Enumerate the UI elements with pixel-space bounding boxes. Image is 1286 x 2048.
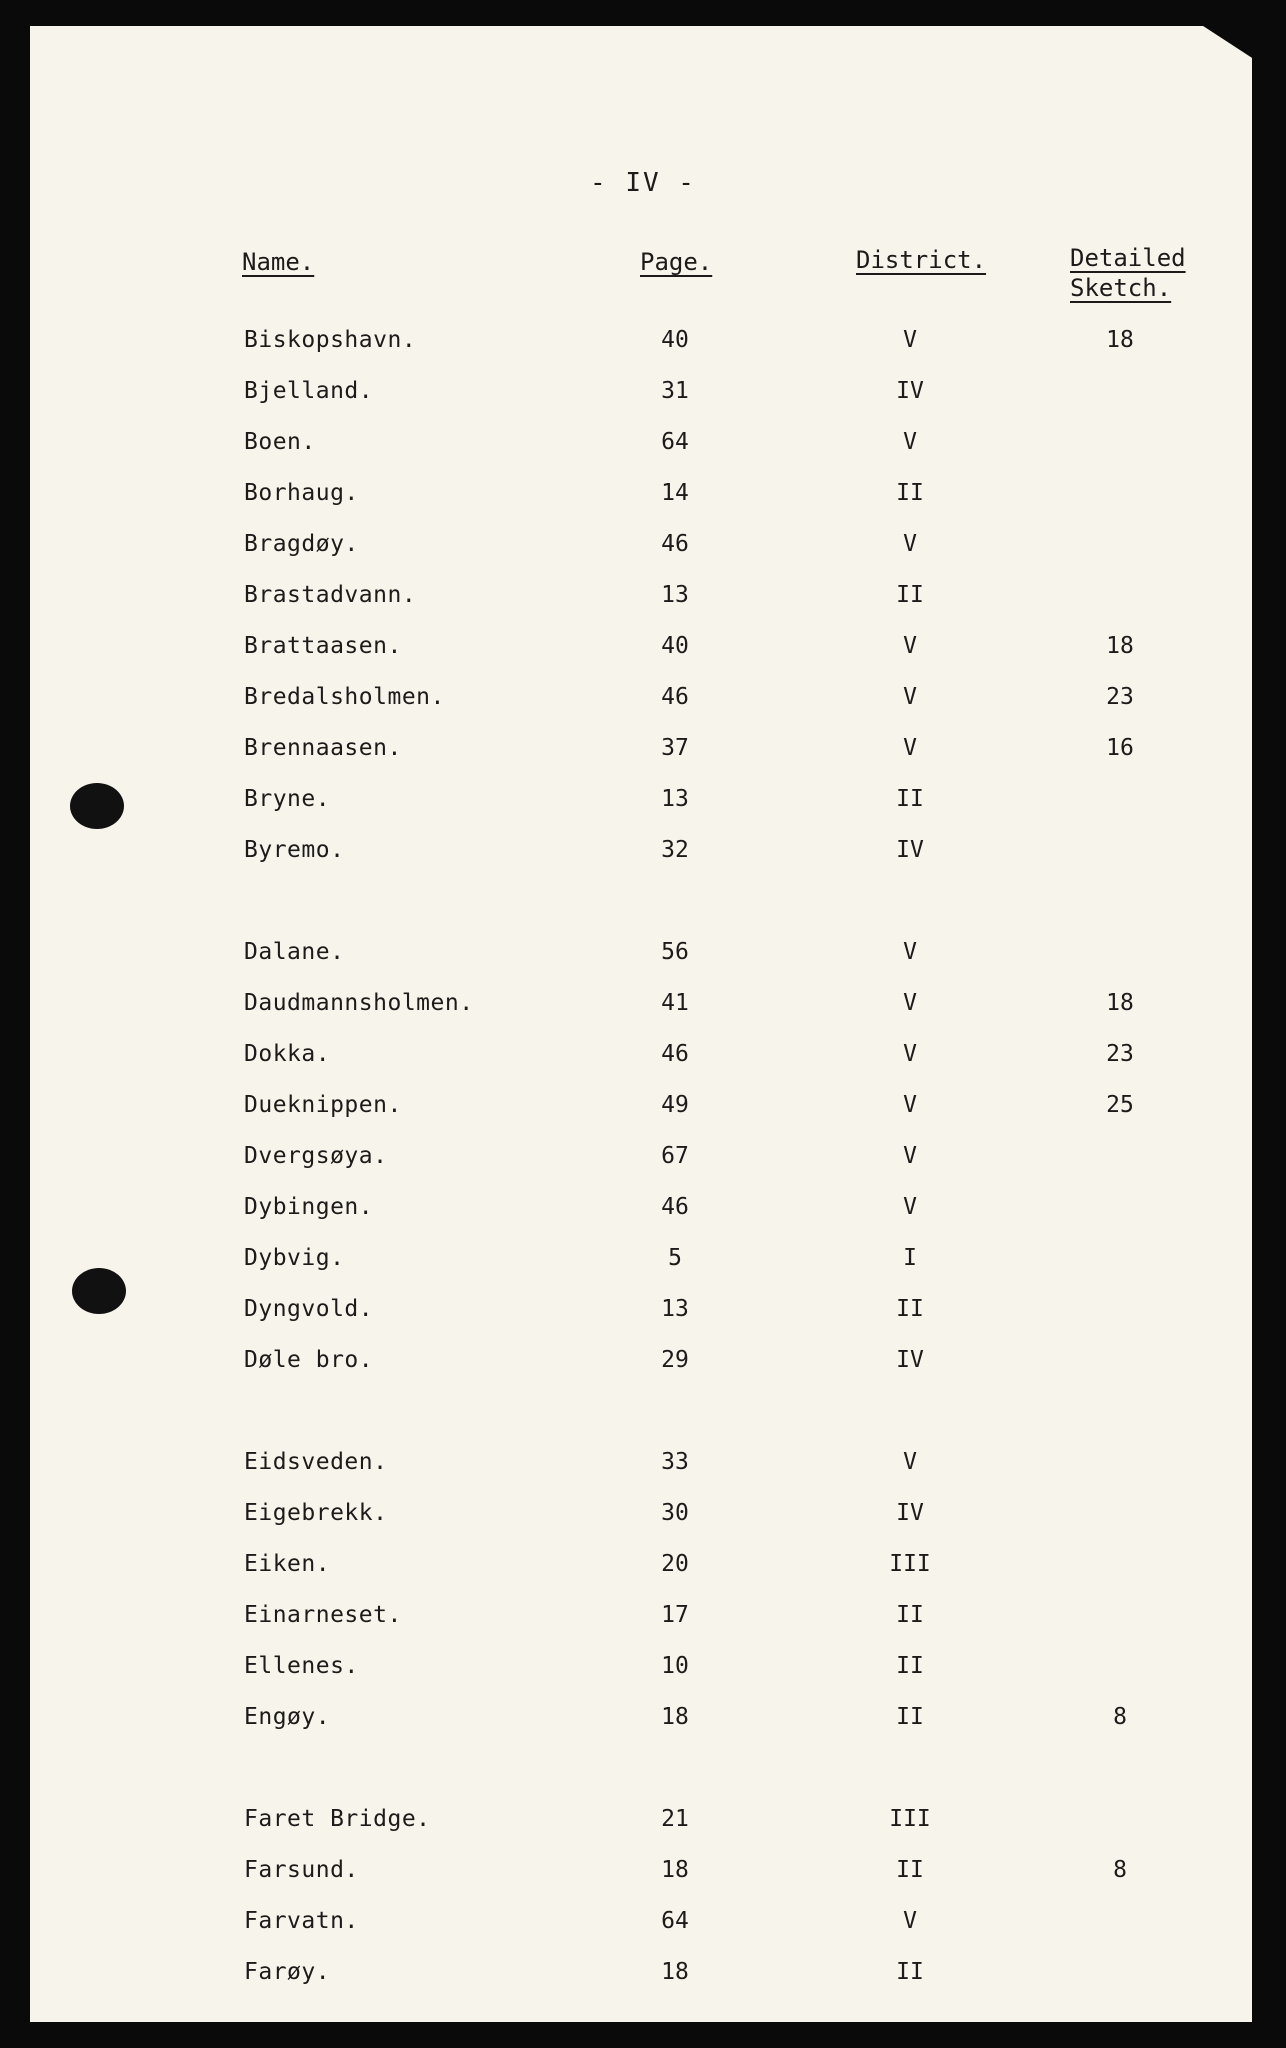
row-sketch: 16 xyxy=(1106,735,1134,761)
table-row xyxy=(0,1952,1286,1992)
row-district: II xyxy=(896,1296,924,1322)
row-name: Farvatn. xyxy=(244,1908,359,1934)
row-page: 18 xyxy=(661,1857,689,1883)
row-district: V xyxy=(903,531,917,557)
row-page: 10 xyxy=(661,1653,689,1679)
row-name: Boen. xyxy=(244,429,316,455)
row-name: Farsund. xyxy=(244,1857,359,1883)
row-name: Dvergsøya. xyxy=(244,1143,388,1169)
row-district: V xyxy=(903,990,917,1016)
row-district: II xyxy=(896,582,924,608)
row-name: Bredalsholmen. xyxy=(244,684,445,710)
row-name: Engøy. xyxy=(244,1704,331,1730)
header-district: District. xyxy=(856,246,987,274)
row-sketch: 18 xyxy=(1106,990,1134,1016)
table-row xyxy=(0,1544,1286,1584)
table-row xyxy=(0,983,1286,1023)
table-row xyxy=(0,1085,1286,1125)
table-row xyxy=(0,422,1286,462)
row-name: Døle bro. xyxy=(244,1347,374,1373)
row-district: IV xyxy=(896,1500,924,1526)
table-row xyxy=(0,1034,1286,1074)
row-district: V xyxy=(903,1092,917,1118)
row-page: 46 xyxy=(661,1041,689,1067)
row-name: Dyngvold. xyxy=(244,1296,374,1322)
table-row xyxy=(0,1136,1286,1176)
row-district: II xyxy=(896,1602,924,1628)
table-row xyxy=(0,728,1286,768)
row-name: Eiken. xyxy=(244,1551,331,1577)
row-district: IV xyxy=(896,378,924,404)
table-row xyxy=(0,1850,1286,1890)
row-sketch: 18 xyxy=(1106,327,1134,353)
row-name: Byremo. xyxy=(244,837,345,863)
table-row xyxy=(0,779,1286,819)
row-page: 40 xyxy=(661,633,689,659)
row-name: Dokka. xyxy=(244,1041,331,1067)
row-district: V xyxy=(903,327,917,353)
row-name: Dueknippen. xyxy=(244,1092,402,1118)
row-sketch: 25 xyxy=(1106,1092,1134,1118)
table-row xyxy=(0,371,1286,411)
row-district: V xyxy=(903,1041,917,1067)
row-sketch: 18 xyxy=(1106,633,1134,659)
table-row xyxy=(0,1442,1286,1482)
row-district: IV xyxy=(896,1347,924,1373)
row-page: 32 xyxy=(661,837,689,863)
row-district: III xyxy=(889,1806,931,1832)
row-page: 49 xyxy=(661,1092,689,1118)
table-row xyxy=(0,473,1286,513)
row-page: 18 xyxy=(661,1959,689,1985)
header-sketch-line2: Sketch. xyxy=(1070,274,1172,302)
row-district: II xyxy=(896,480,924,506)
row-name: Faret Bridge. xyxy=(244,1806,431,1832)
row-name: Brattaasen. xyxy=(244,633,402,659)
row-name: Brennaasen. xyxy=(244,735,402,761)
row-page: 20 xyxy=(661,1551,689,1577)
header-name: Name. xyxy=(242,248,315,276)
row-sketch: 23 xyxy=(1106,684,1134,710)
row-name: Bragdøy. xyxy=(244,531,359,557)
header-sketch-line1: Detailed xyxy=(1070,244,1186,272)
row-name: Biskopshavn. xyxy=(244,327,417,353)
row-page: 5 xyxy=(668,1245,682,1271)
row-page: 40 xyxy=(661,327,689,353)
row-district: II xyxy=(896,1959,924,1985)
row-name: Einarneset. xyxy=(244,1602,402,1628)
table-row xyxy=(0,1340,1286,1380)
row-page: 14 xyxy=(661,480,689,506)
table-row xyxy=(0,320,1286,360)
table-row xyxy=(0,1646,1286,1686)
table-row xyxy=(0,1799,1286,1839)
table-row xyxy=(0,1238,1286,1278)
row-district: IV xyxy=(896,837,924,863)
row-name: Bjelland. xyxy=(244,378,374,404)
row-page: 46 xyxy=(661,531,689,557)
row-name: Dybvig. xyxy=(244,1245,345,1271)
row-page: 13 xyxy=(661,582,689,608)
row-page: 13 xyxy=(661,786,689,812)
table-row xyxy=(0,626,1286,666)
row-name: Dybingen. xyxy=(244,1194,374,1220)
row-district: I xyxy=(903,1245,917,1271)
row-name: Brastadvann. xyxy=(244,582,417,608)
row-page: 64 xyxy=(661,1908,689,1934)
table-row xyxy=(0,1187,1286,1227)
row-name: Daudmannsholmen. xyxy=(244,990,474,1016)
row-page: 18 xyxy=(661,1704,689,1730)
page-title: - IV - xyxy=(590,168,696,198)
row-sketch: 8 xyxy=(1113,1704,1127,1730)
row-name: Eidsveden. xyxy=(244,1449,388,1475)
table-row xyxy=(0,1697,1286,1737)
row-district: V xyxy=(903,429,917,455)
row-page: 46 xyxy=(661,684,689,710)
table-row xyxy=(0,1901,1286,1941)
row-district: II xyxy=(896,1653,924,1679)
table-row xyxy=(0,932,1286,972)
row-district: V xyxy=(903,1143,917,1169)
table-row xyxy=(0,1289,1286,1329)
header-page: Page. xyxy=(640,248,713,276)
row-page: 67 xyxy=(661,1143,689,1169)
row-district: V xyxy=(903,633,917,659)
row-district: III xyxy=(889,1551,931,1577)
table-row xyxy=(0,1595,1286,1635)
row-district: V xyxy=(903,684,917,710)
row-district: V xyxy=(903,1449,917,1475)
row-name: Bryne. xyxy=(244,786,331,812)
row-name: Ellenes. xyxy=(244,1653,359,1679)
row-page: 13 xyxy=(661,1296,689,1322)
row-page: 21 xyxy=(661,1806,689,1832)
row-district: II xyxy=(896,1857,924,1883)
row-sketch: 23 xyxy=(1106,1041,1134,1067)
row-page: 64 xyxy=(661,429,689,455)
row-page: 33 xyxy=(661,1449,689,1475)
row-name: Borhaug. xyxy=(244,480,359,506)
table-row xyxy=(0,677,1286,717)
row-name: Farøy. xyxy=(244,1959,331,1985)
row-page: 29 xyxy=(661,1347,689,1373)
table-row xyxy=(0,575,1286,615)
row-district: V xyxy=(903,1908,917,1934)
row-name: Eigebrekk. xyxy=(244,1500,388,1526)
row-page: 37 xyxy=(661,735,689,761)
table-row xyxy=(0,524,1286,564)
row-page: 30 xyxy=(661,1500,689,1526)
row-district: II xyxy=(896,786,924,812)
row-district: V xyxy=(903,939,917,965)
row-name: Dalane. xyxy=(244,939,345,965)
row-page: 41 xyxy=(661,990,689,1016)
table-row xyxy=(0,830,1286,870)
row-district: V xyxy=(903,1194,917,1220)
row-page: 31 xyxy=(661,378,689,404)
row-page: 17 xyxy=(661,1602,689,1628)
row-page: 46 xyxy=(661,1194,689,1220)
row-page: 56 xyxy=(661,939,689,965)
row-sketch: 8 xyxy=(1113,1857,1127,1883)
row-district: V xyxy=(903,735,917,761)
table-row xyxy=(0,1493,1286,1533)
row-district: II xyxy=(896,1704,924,1730)
